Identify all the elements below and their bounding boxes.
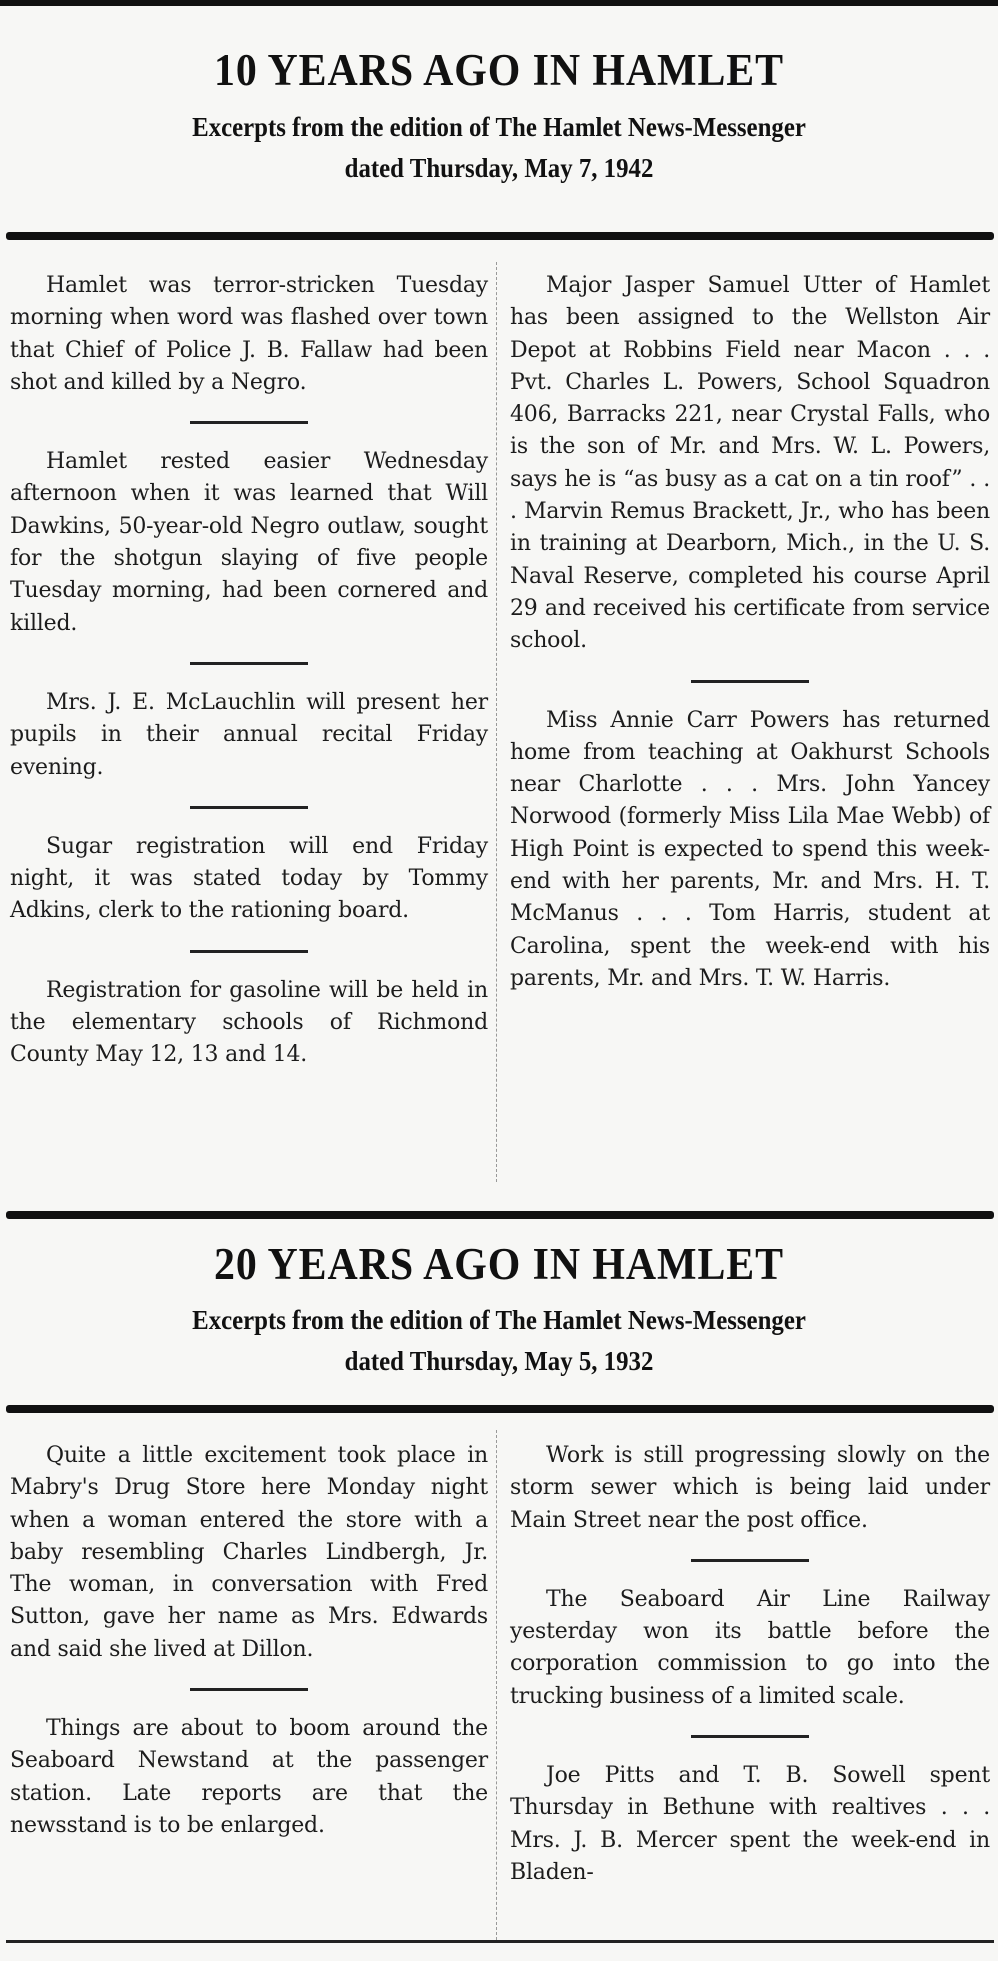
news-item: Hamlet rested easier Wednesday afternoon when it was learned that Will Dawkins, 50-year-old Negro outlaw, sought for the shotgun slaying of five people Tuesday morning, had been cornered and killed. <box>10 449 488 636</box>
news-item: Registration for gasoline will be held in the elementary schools of Richmond County May 12, 13 and 14. <box>10 977 488 1068</box>
article-1-column-divider <box>496 262 497 1182</box>
item-separator <box>691 680 809 683</box>
article-1-header-rule <box>6 232 994 240</box>
article-2-right-column <box>510 1440 990 1889</box>
article-2-header-rule <box>6 1405 994 1413</box>
item-separator <box>190 662 308 665</box>
article-2-header <box>0 1238 998 1290</box>
news-item: Work is still progressing slowly on the storm sewer which is being laid under Main Street near the post office. <box>510 1443 990 1533</box>
item-separator <box>190 950 308 953</box>
article-2-subhead <box>0 1305 998 1377</box>
item-separator <box>190 1688 308 1691</box>
news-item: Sugar registration will end Friday night, it was stated today by Tommy Adkins, clerk to the rationing board. <box>10 833 488 924</box>
article-1-subhead-line-2: dated Thursday, May 7, 1942 <box>344 153 654 183</box>
news-item: Things are about to boom around the Seaboard Newstand at the passenger station. Late reports are that the newsstand is to be enlarged. <box>10 1716 488 1838</box>
article-2-headline: 20 YEARS AGO IN HAMLET <box>213 1239 785 1289</box>
news-item: Major Jasper Samuel Utter of Hamlet has been assigned to the Wellston Air Depot at Robbins Field near Macon . . . Pvt. Charles L. Powers, School Squadron 406, Barracks 221, near Crystal Falls, who is the son of Mr. and Mrs. W. L. Powers, says he is “as busy as a cat on a tin roof” . . . Marvin Remus Brackett, Jr., who has been in training at Dearborn, Mich., in the U. S. Naval Reserve, completed his course April 29 and received his certificate from service school. <box>510 273 990 654</box>
news-item: The Seaboard Air Line Railway yesterday won its battle before the corporation commission to go into the trucking business of a limited scale. <box>510 1586 990 1709</box>
item-separator <box>691 1559 809 1562</box>
article-2-left-column <box>10 1440 488 1842</box>
news-item: Joe Pitts and T. B. Sowell spent Thursday in Bethune with realtives . . . Mrs. J. B. Mercer spent the week-end in Bladen- <box>510 1763 990 1885</box>
news-item: Mrs. J. E. McLauchlin will present her pupils in their annual recital Friday evening. <box>10 689 488 780</box>
article-2-top-rule <box>6 1211 994 1219</box>
article-2-subhead-line-1: Excerpts from the edition of The Hamlet News-Messenger <box>192 1305 806 1335</box>
article-1-subhead-line-1: Excerpts from the edition of The Hamlet News-Messenger <box>192 112 806 142</box>
news-item: Hamlet was terror-stricken Tuesday morning when word was flashed over town that Chief of Police J. B. Fallaw had been shot and killed by a Negro. <box>10 273 488 395</box>
bottom-rule <box>6 1940 994 1943</box>
article-1-right-column <box>510 270 990 995</box>
article-1-subhead <box>0 112 998 184</box>
item-separator <box>190 421 308 424</box>
item-separator <box>190 806 308 809</box>
article-1-header <box>0 44 998 96</box>
article-1-headline: 10 YEARS AGO IN HAMLET <box>213 45 785 95</box>
article-1-left-column <box>10 270 488 1072</box>
news-item: Quite a little excitement took place in Mabry's Drug Store here Monday night when a woman entered the store with a baby resembling Charles Lindbergh, Jr. The woman, in conversation with Fred Sutton, gave her name as Mrs. Edwards and said she lived at Dillon. <box>10 1443 488 1662</box>
news-item: Miss Annie Carr Powers has returned home from teaching at Oakhurst Schools near Charlotte . . . Mrs. John Yancey Norwood (formerly Miss Lila Mae Webb) of High Point is expected to spend this week-end with her parents, Mr. and Mrs. H. T. McManus . . . Tom Harris, student at Carolina, spent the week-end with his parents, Mr. and Mrs. T. W. Harris. <box>510 707 990 991</box>
item-separator <box>691 1735 809 1738</box>
article-2-column-divider <box>496 1430 497 1940</box>
article-2-subhead-line-2: dated Thursday, May 5, 1932 <box>344 1346 654 1376</box>
top-rule <box>0 0 998 6</box>
